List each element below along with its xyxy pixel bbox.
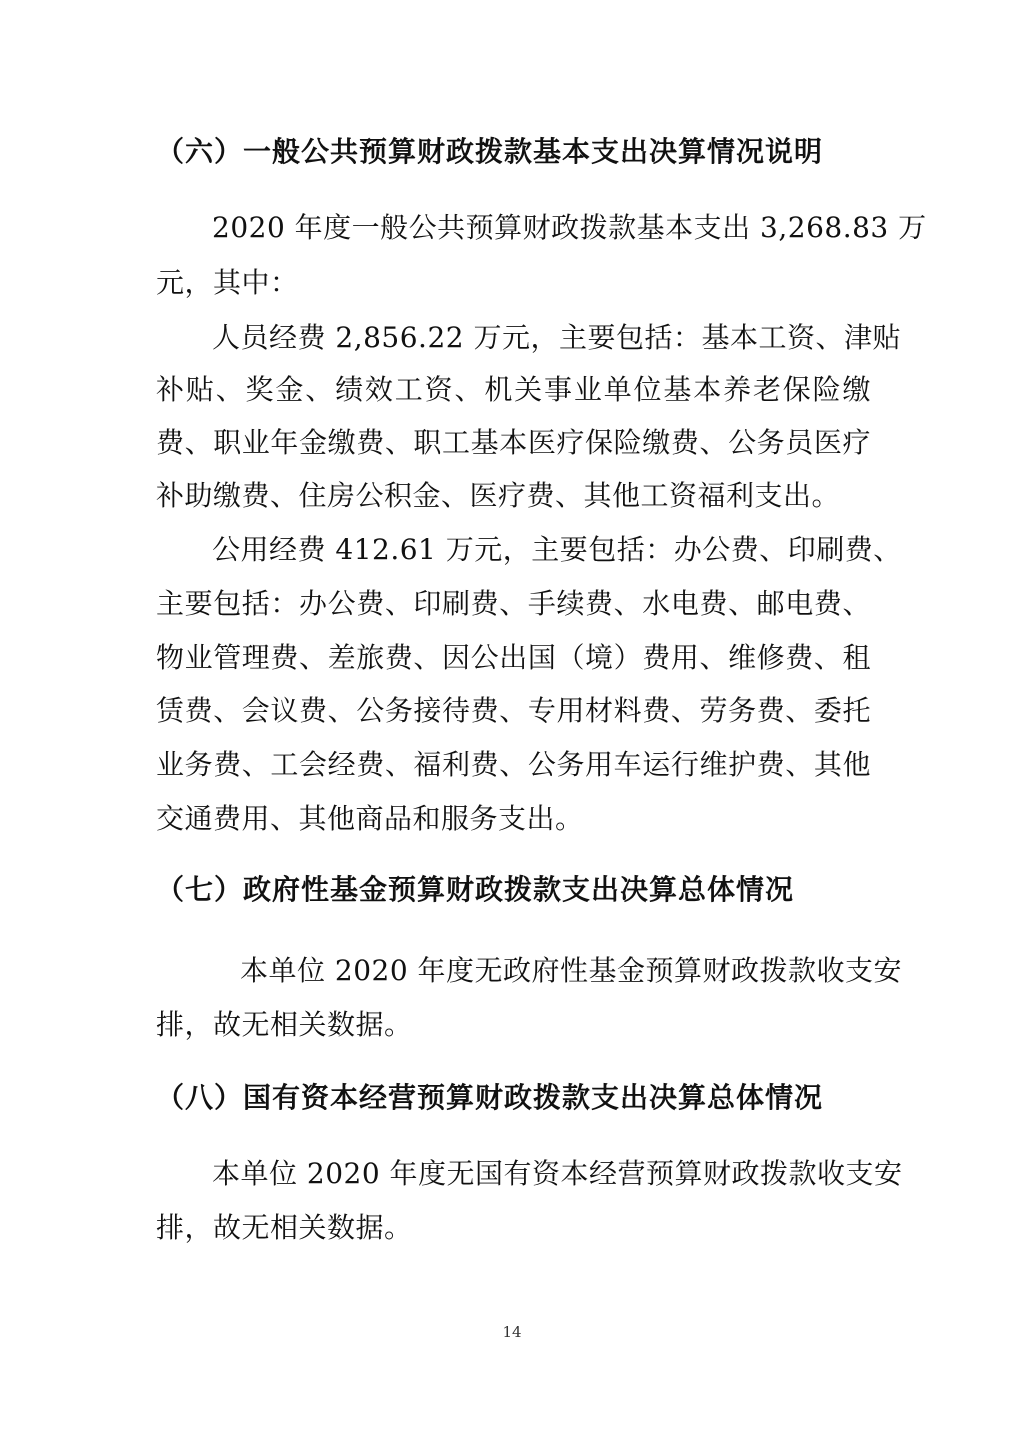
paragraph-line: 费、职业年金缴费、职工基本医疗保险缴费、公务员医疗 [156, 426, 871, 459]
paragraph-line: 赁费、会议费、公务接待费、专用材料费、劳务费、委托 [156, 694, 871, 727]
page-number: 14 [502, 1323, 522, 1341]
paragraph-line: 交通费用、其他商品和服务支出。 [156, 802, 584, 835]
paragraph-line: 排，故无相关数据。 [156, 1008, 413, 1041]
paragraph-line: 本单位 2020 年度无政府性基金预算财政拨款收支安 [240, 954, 903, 987]
section-heading-seven: （七）政府性基金预算财政拨款支出决算总体情况 [156, 873, 795, 906]
section-heading-eight: （八）国有资本经营预算财政拨款支出决算总体情况 [156, 1081, 824, 1114]
paragraph-line: 排，故无相关数据。 [156, 1211, 413, 1244]
paragraph-line: 物业管理费、差旅费、因公出国（境）费用、维修费、租 [156, 641, 871, 674]
paragraph-line: 本单位 2020 年度无国有资本经营预算财政拨款收支安 [212, 1157, 903, 1190]
section-heading-six: （六）一般公共预算财政拨款基本支出决算情况说明 [156, 135, 824, 168]
paragraph-line: 业务费、工会经费、福利费、公务用车运行维护费、其他 [156, 748, 871, 781]
paragraph-line: 公用经费 412.61 万元，主要包括：办公费、印刷费、 [212, 533, 902, 566]
paragraph-line: 补助缴费、住房公积金、医疗费、其他工资福利支出。 [156, 479, 841, 512]
paragraph-line: 元，其中： [156, 266, 299, 299]
paragraph-line: 补贴、奖金、绩效工资、机关事业单位基本养老保险缴 [156, 373, 871, 406]
paragraph-line: 2020 年度一般公共预算财政拨款基本支出 3,268.83 万 [212, 211, 927, 244]
paragraph-line: 人员经费 2,856.22 万元，主要包括：基本工资、津贴 [212, 321, 901, 354]
paragraph-line: 主要包括：办公费、印刷费、手续费、水电费、邮电费、 [156, 587, 871, 620]
